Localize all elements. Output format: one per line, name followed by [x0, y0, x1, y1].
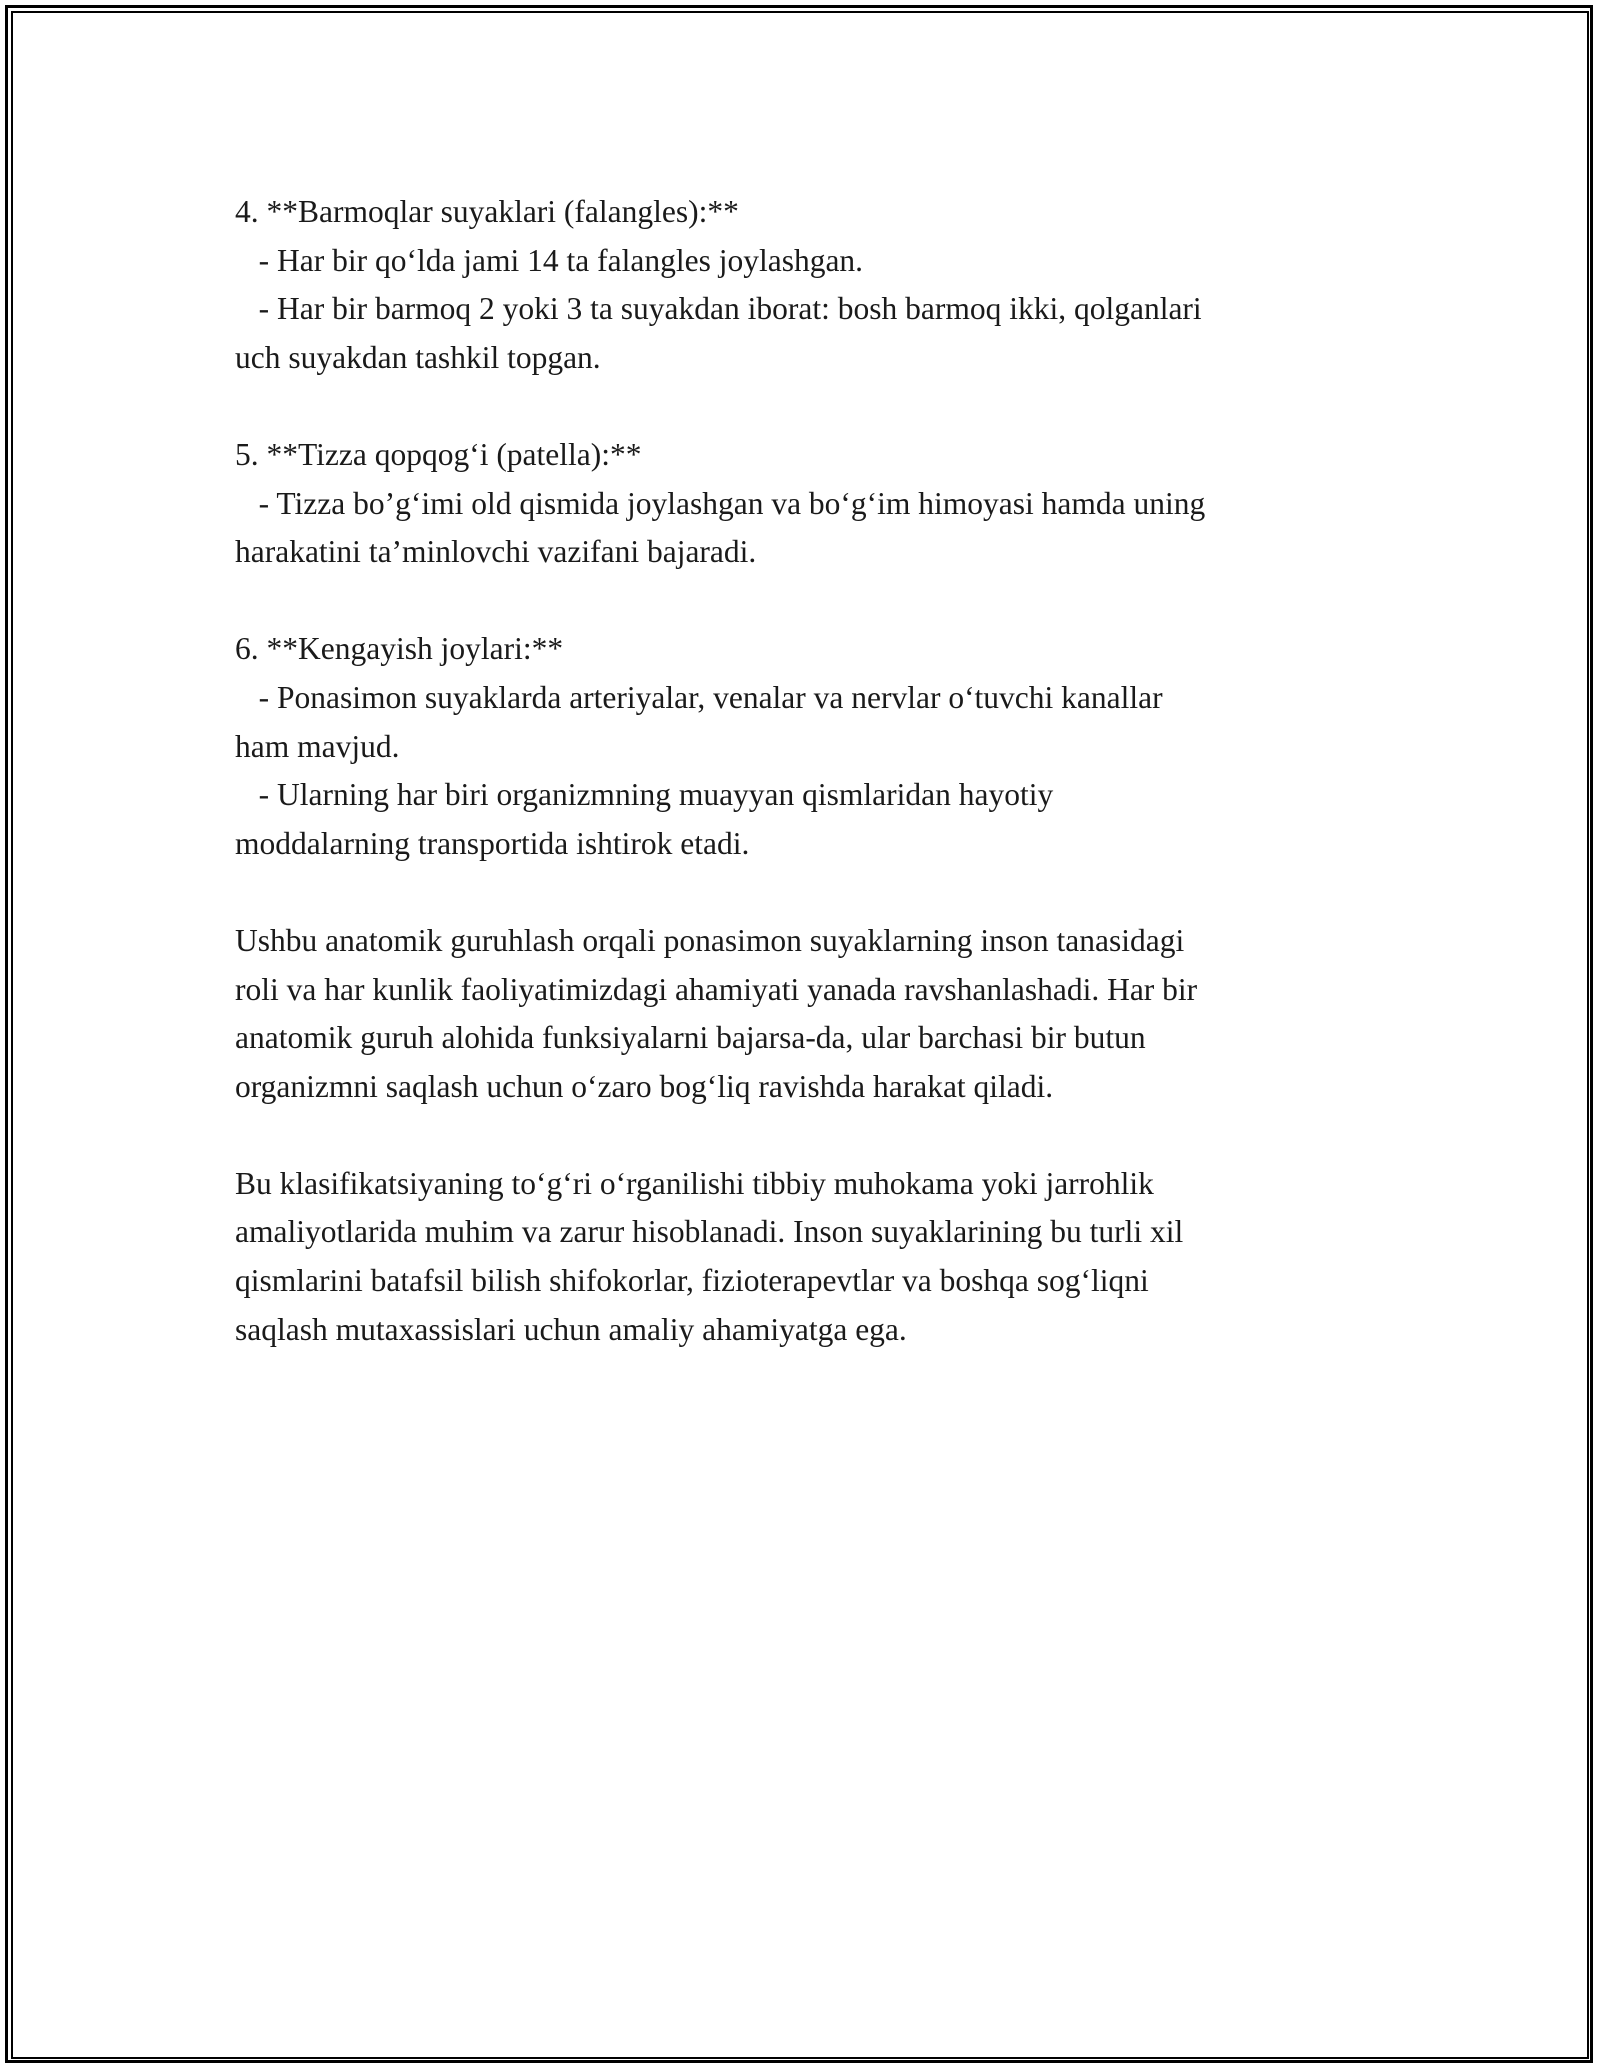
section-4-line: - Har bir barmoq 2 yoki 3 ta suyakdan iborat: bosh barmoq ikki, qolganlari [235, 291, 1202, 327]
summary-line: organizmni saqlash uchun o‘zaro bog‘liq ravishda harakat qiladi. [235, 1068, 1054, 1104]
section-6-line: ham mavjud. [235, 728, 400, 764]
summary-line: anatomik guruh alohida funksiyalarni bajarsa-da, ular barchasi bir butun [235, 1020, 1146, 1056]
conclusion-line: qismlarini batafsil bilish shifokorlar, fizioterapevtlar va boshqa sog‘liqni [235, 1263, 1149, 1299]
section-4-line: - Har bir qo‘lda jami 14 ta falangles joylashgan. [235, 242, 864, 278]
section-6-line: - Ularning har biri organizmning muayyan qismlaridan hayotiy [235, 777, 1054, 813]
paragraph-gap [235, 1111, 1385, 1160]
section-4 [235, 188, 1385, 382]
section-6 [235, 625, 1385, 868]
paragraph-gap [235, 577, 1385, 626]
section-5-line: harakatini ta’minlovchi vazifani bajaradi. [235, 534, 757, 570]
section-4-line: uch suyakdan tashkil topgan. [235, 339, 601, 375]
section-6-line: moddalarning transportida ishtirok etadi. [235, 825, 750, 861]
section-5-line: - Tizza bo’g‘imi old qismida joylashgan va bo‘g‘im himoyasi hamda uning [235, 485, 1206, 521]
conclusion-line: Bu klasifikatsiyaning to‘g‘ri o‘rganilishi tibbiy muhokama yoki jarrohlik [235, 1165, 1154, 1201]
paragraph-gap [235, 868, 1385, 917]
conclusion-paragraph [235, 1160, 1385, 1354]
paragraph-gap [235, 382, 1385, 431]
conclusion-line: amaliyotlarida muhim va zarur hisoblanadi. Inson suyaklarining bu turli xil [235, 1214, 1184, 1250]
conclusion-line: saqlash mutaxassislari uchun amaliy ahamiyatga ega. [235, 1311, 907, 1347]
section-5-heading: 5. **Tizza qopqog‘i (patella):** [235, 436, 642, 472]
document-body [235, 188, 1385, 1354]
summary-paragraph [235, 917, 1385, 1111]
section-5 [235, 431, 1385, 577]
section-6-line: - Ponasimon suyaklarda arteriyalar, venalar va nervlar o‘tuvchi kanallar [235, 679, 1163, 715]
section-6-heading: 6. **Kengayish joylari:** [235, 631, 564, 667]
summary-line: Ushbu anatomik guruhlash orqali ponasimon suyaklarning inson tanasidagi [235, 922, 1185, 958]
summary-line: roli va har kunlik faoliyatimizdagi ahamiyati yanada ravshanlashadi. Har bir [235, 971, 1198, 1007]
section-4-heading: 4. **Barmoqlar suyaklari (falangles):** [235, 194, 739, 229]
